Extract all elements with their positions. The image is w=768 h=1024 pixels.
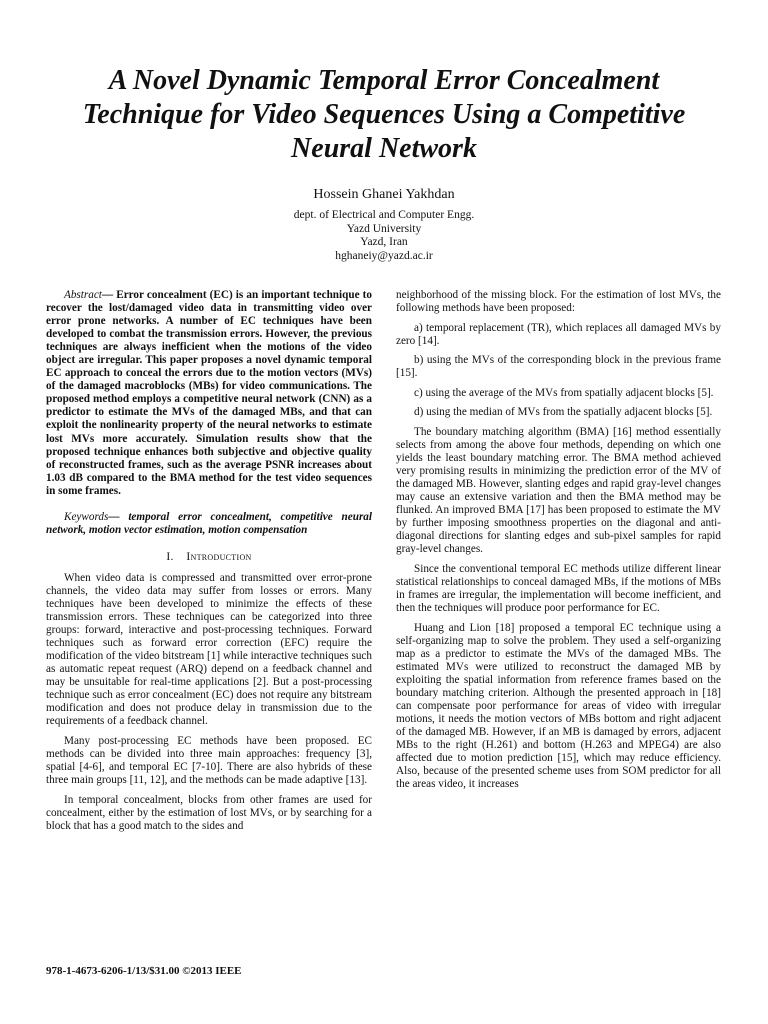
paper-title — [30, 64, 738, 166]
paragraph: The boundary matching algorithm (BMA) [16] method essentially selects from among the above four methods, depending on which one yields the least boundary matching error. The BMA method achieved very promising results in minimizing the prediction error of the MV of the damaged MB. However, slanting edges and rapid gray-level changes may cause an extensive variation and then the BMA method may be flunked. An improved BMA [17] has been proposed to estimate the MV by further imposing smoothness properties on the diagonal and anti-diagonal directions for slanting edges and sub-pixel samples for rapid gray-level changes. — [396, 425, 721, 556]
keywords-dash: — — [108, 510, 129, 523]
paragraph: Huang and Lion [18] proposed a temporal EC technique using a self-organizing map to solve the problem. They used a self-organizing map as a predictor to estimate the MVs of the damaged MBs. The estimated MVs were utilized to reconstruct the damaged MB by exploiting the spatial information from reference frames based on the boundary matching criterion. Although the presented approach in [18] can compensate poor performance for areas of video with irregular motions, it needs the motion vectors of MBs bottom and right adjacent of the damaged MB. However, if an MB is damaged by errors, adjacent MBs to the right (H.261) and bottom (H.263 and MPEG4) are also affected due to motion prediction [15], which may reduce efficiency. Also, because of the presented scheme uses from SOM predictor for all the areas video, it increases — [396, 621, 721, 791]
paragraph: When video data is compressed and transmitted over error-prone channels, the video data may suffer from losses or errors. Many techniques have been developed to minimize the effects of these transmission errors. These techniques can be categorized into three groups: forward, interactive and post-processing techniques. Forward techniques such as forward error correction (EFC) require the modification of the video bitstream [1] while interactive techniques such as automatic repeat request (ARQ) depend on a feedback channel and may be unsuitable for real-time applications [2]. But a post-processing technique such as error concealment (EC) does not require any bitstream modification and does not produce delay in transmission due to the requirements of a feedback channel. — [46, 571, 372, 728]
abstract-label: Abstract — [64, 289, 102, 301]
section-heading — [46, 551, 372, 564]
keywords-text: temporal error concealment, competitive neural network, motion vector estimation, motion compensation — [46, 510, 373, 536]
list-item: d) using the median of MVs from the spatially adjacent blocks [5]. — [414, 406, 713, 419]
author-location: Yazd, Iran — [360, 236, 408, 249]
paragraph: Many post-processing EC methods have been proposed. EC methods can be divided into three main approaches: frequency [3], spatial [4-6], and temporal EC [7-10]. There are also hybrids of these three main groups [11, 12], and the methods can be made adaptive [13]. — [46, 734, 372, 787]
keywords — [46, 511, 372, 537]
author-department: dept. of Electrical and Computer Engg. — [293, 209, 475, 221]
author-email: hghaneiy@yazd.ac.ir — [335, 249, 433, 262]
list-item: a) temporal replacement (TR), which replaces all damaged MVs by zero [14]. — [396, 321, 721, 347]
paragraph: Since the conventional temporal EC methods utilize different linear statistical relationships to conceal damaged MBs, if the motions of MBs in frames are irregular, the implementation will become inefficient, and then the techniques will produce poor performance for EC. — [396, 562, 721, 614]
title-line: A Novel Dynamic Temporal Error Concealment — [108, 65, 660, 96]
section-title: Introduction — [186, 550, 252, 563]
author-block — [0, 187, 768, 263]
title-line: Technique for Video Sequences Using a Competitive — [82, 99, 686, 130]
abstract-dash: — — [101, 289, 117, 301]
left-column — [46, 289, 372, 833]
list-item: c) using the average of the MVs from spatially adjacent blocks [5]. — [414, 386, 714, 399]
abstract-text: Error concealment (EC) is an important technique to recover the lost/damaged video data in transmitting video over error prone networks. A number of EC techniques have been developed to combat the transmission errors. However, the previous techniques are always inefficient when the motions of the video object are irregular. This paper proposes a novel dynamic temporal EC approach to conceal the errors due to the motion vectors (MVs) of the damaged macroblocks (MBs) for video communications. The proposed method employs a competitive neural network (CNN) as a predictor to estimate the MVs of the damaged MBs, and that can exploit the nonlinearity property of the neural networks to estimate lost MVs more accurately. Simulation results show that the proposed technique enhances both subjective and objective quality of reconstructed frames, such as the average PSNR increases about 1.03 dB compared to the BMA method for the test video sequences in some frames. — [46, 289, 372, 497]
title-line: Neural Network — [291, 133, 477, 164]
abstract — [46, 289, 372, 498]
right-column — [396, 289, 721, 791]
paragraph: neighborhood of the missing block. For the estimation of lost MVs, the following methods have been proposed: — [396, 289, 721, 315]
section-number: I. — [166, 550, 174, 563]
author-university: Yazd University — [346, 222, 422, 235]
keywords-label: Keywords — [64, 510, 109, 523]
list-item: b) using the MVs of the corresponding block in the previous frame [15]. — [396, 354, 721, 380]
author-name: Hossein Ghanei Yakhdan — [313, 187, 455, 202]
paragraph: In temporal concealment, blocks from other frames are used for concealment, either by the estimation of lost MVs, or by searching for a block that has a good match to the sides and — [46, 793, 372, 832]
copyright-footer: 978-1-4673-6206-1/13/$31.00 ©2013 IEEE — [46, 965, 242, 977]
